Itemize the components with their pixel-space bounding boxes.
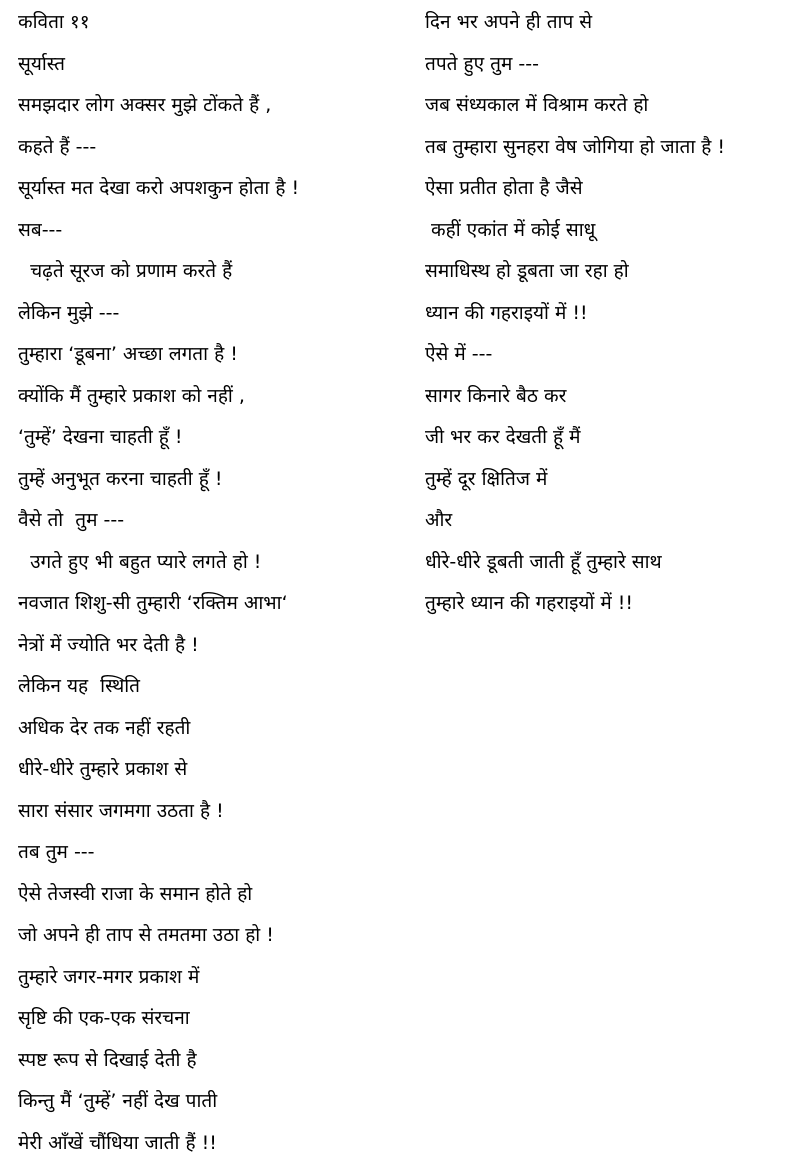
poem-line: किन्तु मैं ‘तुम्हें’ नहीं देख पाती xyxy=(18,1081,398,1123)
poem-line: ‘तुम्हें’ देखना चाहती हूँ ! xyxy=(18,417,398,459)
poem-line: सागर किनारे बैठ कर xyxy=(425,376,795,418)
poem-line: मेरी आँखें चौंधिया जाती हैं !! xyxy=(18,1123,398,1164)
poem-line: तुम्हारे जगर-मगर प्रकाश में xyxy=(18,957,398,999)
poem-line: ऐसे में --- xyxy=(425,334,795,376)
poem-line: नेत्रों में ज्योति भर देती है ! xyxy=(18,625,398,667)
poem-line: तब तुम्हारा सुनहरा वेष जोगिया हो जाता है ! xyxy=(425,127,795,169)
poem-line: कहीं एकांत में कोई साधू xyxy=(425,210,795,252)
poem-line: तुम्हें दूर क्षितिज में xyxy=(425,459,795,501)
poem-line: समाधिस्थ हो डूबता जा रहा हो xyxy=(425,251,795,293)
poem-line: सारा संसार जगमगा उठता है ! xyxy=(18,791,398,833)
poem-line: और xyxy=(425,500,795,542)
poem-line: चढ़ते सूरज को प्रणाम करते हैं xyxy=(18,251,398,293)
poem-line: जो अपने ही ताप से तमतमा उठा हो ! xyxy=(18,915,398,957)
poem-line: अधिक देर तक नहीं रहती xyxy=(18,708,398,750)
poem-line: ऐसा प्रतीत होता है जैसे xyxy=(425,168,795,210)
poem-line: लेकिन यह स्थिति xyxy=(18,666,398,708)
poem-line: समझदार लोग अक्सर मुझे टोंकते हैं , xyxy=(18,85,398,127)
poem-line: धीरे-धीरे डूबती जाती हूँ तुम्हारे साथ xyxy=(425,542,795,584)
poem-right-column xyxy=(425,0,795,625)
poem-line: दिन भर अपने ही ताप से xyxy=(425,2,795,44)
poem-line: ऐसे तेजस्वी राजा के समान होते हो xyxy=(18,874,398,916)
poem-line: कहते हैं --- xyxy=(18,127,398,169)
poem-line: तुम्हारे ध्यान की गहराइयों में !! xyxy=(425,583,795,625)
poem-heading: सूर्यास्त xyxy=(18,44,398,86)
poem-line: उगते हुए भी बहुत प्यारे लगते हो ! xyxy=(18,542,398,584)
poem-line: सब--- xyxy=(18,210,398,252)
poem-line: तब तुम --- xyxy=(18,832,398,874)
poem-line: सूर्यास्त मत देखा करो अपशकुन होता है ! xyxy=(18,168,398,210)
poem-line: सृष्टि की एक-एक संरचना xyxy=(18,998,398,1040)
poem-line: ध्यान की गहराइयों में !! xyxy=(425,293,795,335)
poem-line: तपते हुए तुम --- xyxy=(425,44,795,86)
poem-line: जी भर कर देखती हूँ मैं xyxy=(425,417,795,459)
poem-title: कविता ११ xyxy=(18,2,398,44)
poem-line: धीरे-धीरे तुम्हारे प्रकाश से xyxy=(18,749,398,791)
poem-line: वैसे तो तुम --- xyxy=(18,500,398,542)
poem-line: स्पष्ट रूप से दिखाई देती है xyxy=(18,1040,398,1082)
poem-line: तुम्हारा ‘डूबना’ अच्छा लगता है ! xyxy=(18,334,398,376)
poem-line: क्योंकि मैं तुम्हारे प्रकाश को नहीं , xyxy=(18,376,398,418)
poem-left-column xyxy=(18,0,398,1164)
poem-line: नवजात शिशु-सी तुम्हारी ‘रक्तिम आभा‘ xyxy=(18,583,398,625)
poem-line: जब संध्यकाल में विश्राम करते हो xyxy=(425,85,795,127)
poem-line: तुम्हें अनुभूत करना चाहती हूँ ! xyxy=(18,459,398,501)
poem-line: लेकिन मुझे --- xyxy=(18,293,398,335)
